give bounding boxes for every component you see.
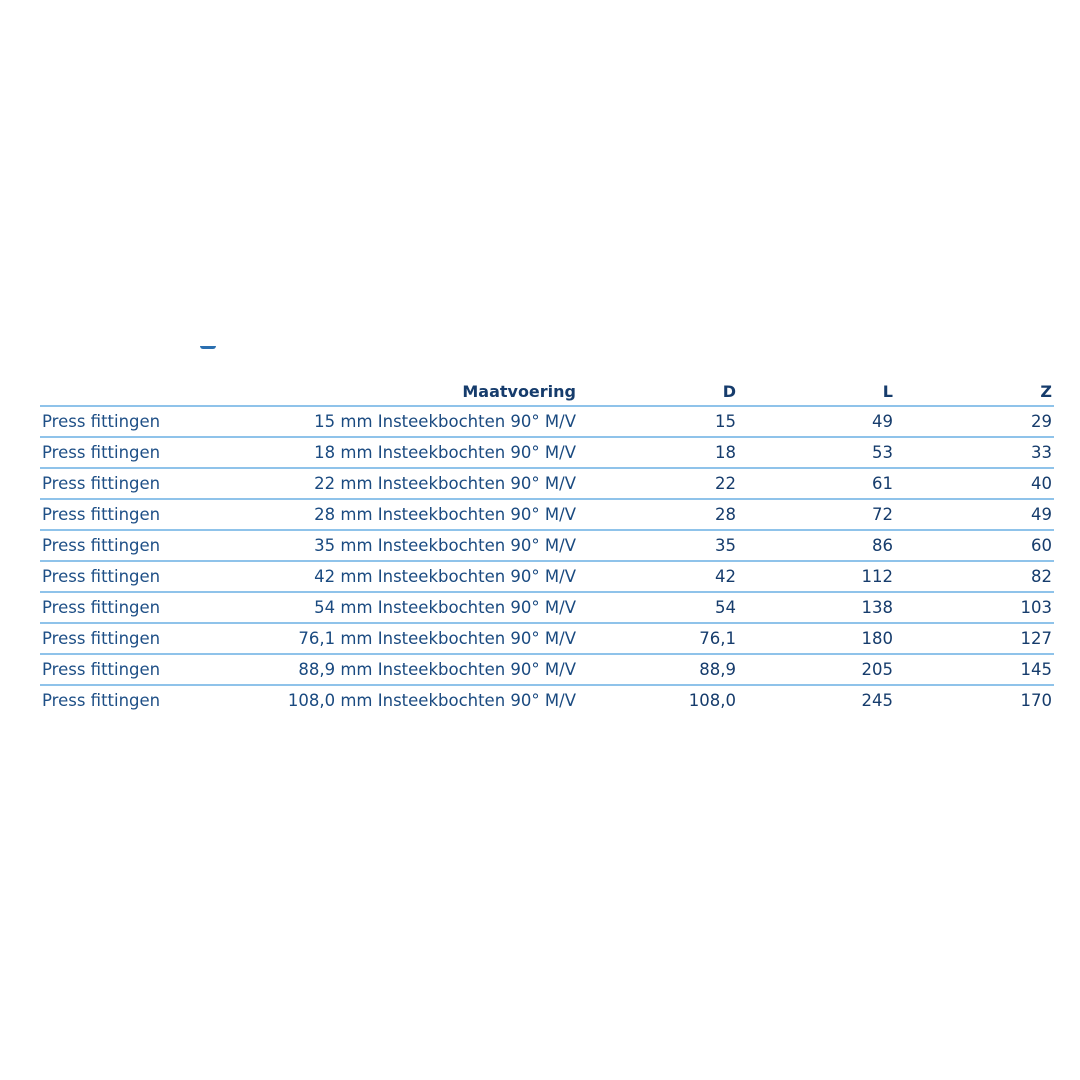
cell-z: 60 bbox=[895, 530, 1054, 561]
header-l: L bbox=[738, 378, 895, 406]
cell-product: Press fittingen bbox=[42, 691, 161, 710]
cell-z: 29 bbox=[895, 406, 1054, 437]
cell-d: 28 bbox=[578, 499, 738, 530]
header-z: Z bbox=[895, 378, 1054, 406]
cell-d: 54 bbox=[578, 592, 738, 623]
cell-z: 145 bbox=[895, 654, 1054, 685]
cell-product: Press fittingen bbox=[40, 530, 240, 561]
cell-d: 15 bbox=[578, 406, 738, 437]
cell-l: 180 bbox=[738, 623, 895, 654]
table-row bbox=[40, 592, 1054, 623]
header-description: Maatvoering bbox=[240, 378, 578, 406]
cell-d: 35 bbox=[578, 530, 738, 561]
table-row bbox=[40, 437, 1054, 468]
table-row bbox=[40, 561, 1054, 592]
cell-description: 28 mm Insteekbochten 90° M/V bbox=[240, 499, 578, 530]
header-d: D bbox=[578, 378, 738, 406]
cell-description: 42 mm Insteekbochten 90° M/V bbox=[240, 561, 578, 592]
cell-description: 18 mm Insteekbochten 90° M/V bbox=[240, 437, 578, 468]
table-row bbox=[40, 468, 1054, 499]
cell-product: Press fittingen bbox=[40, 561, 240, 592]
table-row bbox=[40, 685, 1054, 715]
decorative-mark bbox=[200, 346, 216, 349]
cell-product: Press fittingen bbox=[40, 623, 240, 654]
cell-l: 72 bbox=[738, 499, 895, 530]
header-product bbox=[40, 378, 240, 406]
cell-d: 88,9 bbox=[578, 654, 738, 685]
cell-d: 18 bbox=[578, 437, 738, 468]
cell-description: 15 mm Insteekbochten 90° M/V bbox=[240, 406, 578, 437]
cell-product: Press fittingen bbox=[40, 499, 240, 530]
cell-l: 86 bbox=[738, 530, 895, 561]
cell-l: 53 bbox=[738, 437, 895, 468]
cell-z: 170 bbox=[1020, 691, 1052, 710]
cell-l: 49 bbox=[738, 406, 895, 437]
table-row bbox=[40, 499, 1054, 530]
cell-z: 82 bbox=[895, 561, 1054, 592]
cell-l: 61 bbox=[738, 468, 895, 499]
cell-description: 108,0 mm Insteekbochten 90° M/V bbox=[287, 691, 576, 710]
table-row bbox=[40, 654, 1054, 685]
cell-description: 54 mm Insteekbochten 90° M/V bbox=[240, 592, 578, 623]
cell-z: 49 bbox=[895, 499, 1054, 530]
cell-description: 35 mm Insteekbochten 90° M/V bbox=[240, 530, 578, 561]
cell-d: 76,1 bbox=[578, 623, 738, 654]
cell-l: 205 bbox=[738, 654, 895, 685]
cell-d: 108,0 bbox=[688, 691, 736, 710]
cell-z: 40 bbox=[895, 468, 1054, 499]
dimensions-table-container bbox=[40, 378, 1054, 715]
cell-description: 22 mm Insteekbochten 90° M/V bbox=[240, 468, 578, 499]
table-row bbox=[40, 623, 1054, 654]
cell-l: 138 bbox=[738, 592, 895, 623]
table-header-row bbox=[40, 378, 1054, 406]
cell-z: 33 bbox=[895, 437, 1054, 468]
cell-description: 88,9 mm Insteekbochten 90° M/V bbox=[240, 654, 578, 685]
cell-z: 127 bbox=[895, 623, 1054, 654]
cell-product: Press fittingen bbox=[40, 592, 240, 623]
cell-l: 112 bbox=[738, 561, 895, 592]
cell-product: Press fittingen bbox=[40, 406, 240, 437]
cell-product: Press fittingen bbox=[40, 468, 240, 499]
cell-z: 103 bbox=[895, 592, 1054, 623]
cell-d: 22 bbox=[578, 468, 738, 499]
cell-product: Press fittingen bbox=[40, 437, 240, 468]
cell-d: 42 bbox=[578, 561, 738, 592]
cell-l: 245 bbox=[861, 691, 893, 710]
table-row bbox=[40, 406, 1054, 437]
table-row bbox=[40, 530, 1054, 561]
cell-product: Press fittingen bbox=[40, 654, 240, 685]
cell-description: 76,1 mm Insteekbochten 90° M/V bbox=[240, 623, 578, 654]
dimensions-table bbox=[40, 378, 1054, 715]
